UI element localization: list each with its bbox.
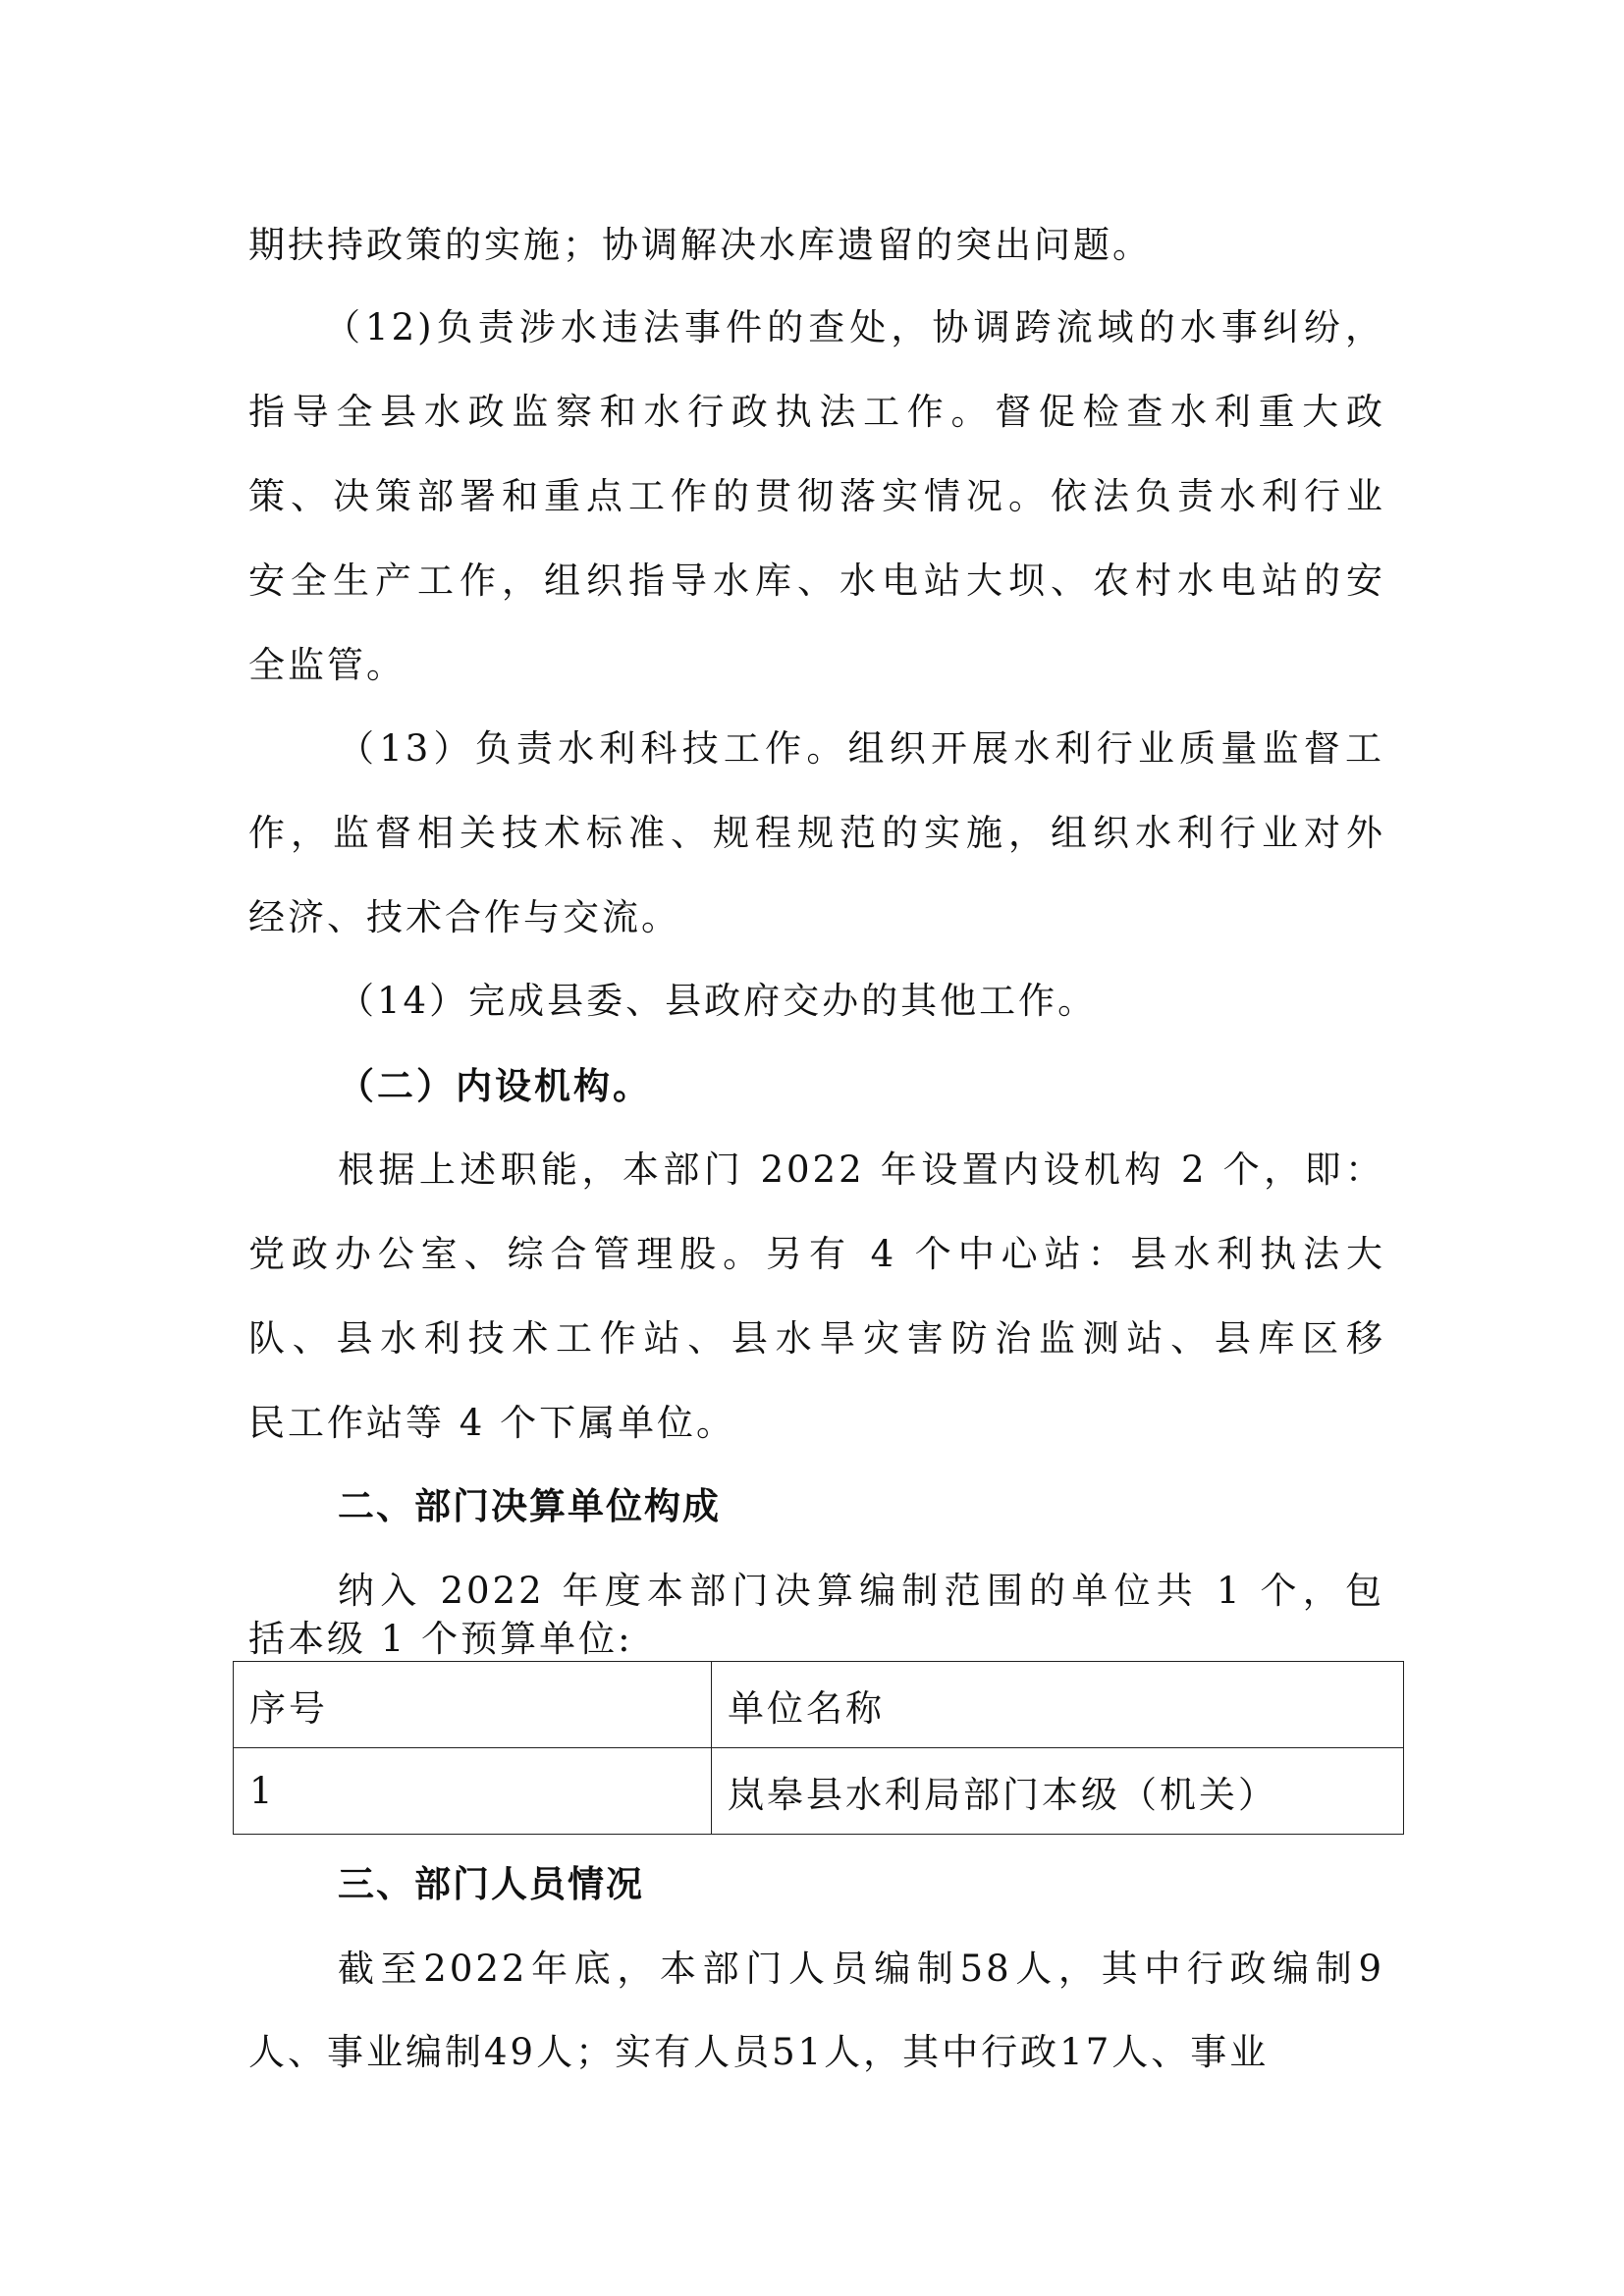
text-line: 人、事业编制49人；实有人员51人，其中行政17人、事业 <box>248 2031 1270 2073</box>
text-line: （14）完成县委、县政府交办的其他工作。 <box>338 980 1098 1022</box>
text-line: 期扶持政策的实施；协调解决水库遗留的突出问题。 <box>248 224 1152 266</box>
table-header-cell: 序号 <box>234 1662 712 1748</box>
text-line: 截至2022年底，本部门人员编制58人，其中行政编制9 <box>338 1948 1384 1990</box>
text-line: 策、决策部署和重点工作的贯彻落实情况。依法负责水利行业 <box>248 475 1385 517</box>
section-heading: 二、部门决算单位构成 <box>338 1485 721 1527</box>
text-line: 根据上述职能，本部门 2022 年设置内设机构 2 个，即： <box>338 1148 1384 1191</box>
table-row <box>234 1748 1404 1835</box>
text-line: 全监管。 <box>248 644 406 686</box>
table-cell: 岚皋县水利局部门本级（机关） <box>712 1748 1404 1835</box>
text-line: （13）负责水利科技工作。组织开展水利行业质量监督工 <box>338 727 1384 770</box>
table-header-cell: 单位名称 <box>712 1662 1404 1748</box>
section-heading: 三、部门人员情况 <box>338 1863 644 1905</box>
table-header-row <box>234 1662 1404 1748</box>
text-line: 作，监督相关技术标准、规程规范的实施，组织水利行业对外 <box>248 812 1385 854</box>
text-line: （12)负责涉水违法事件的查处，协调跨流域的水事纠纷， <box>324 306 1384 348</box>
text-line: 民工作站等 4 个下属单位。 <box>248 1402 736 1444</box>
text-line: 指导全县水政监察和水行政执法工作。督促检查水利重大政 <box>248 391 1385 433</box>
subsection-title: （二）内设机构。 <box>338 1064 652 1107</box>
text-line: 安全生产工作，组织指导水库、水电站大坝、农村水电站的安 <box>248 560 1385 602</box>
text-line: 经济、技术合作与交流。 <box>248 896 680 938</box>
text-line: 括本级 1 个预算单位: <box>248 1618 633 1660</box>
text-line: 纳入 2022 年度本部门决算编制范围的单位共 1 个，包 <box>338 1570 1384 1612</box>
units-table <box>233 1661 1404 1835</box>
text-line: 党政办公室、综合管理股。另有 4 个中心站：县水利执法大 <box>248 1233 1385 1275</box>
text-line: 队、县水利技术工作站、县水旱灾害防治监测站、县库区移 <box>248 1317 1385 1360</box>
table-cell: 1 <box>234 1748 712 1835</box>
